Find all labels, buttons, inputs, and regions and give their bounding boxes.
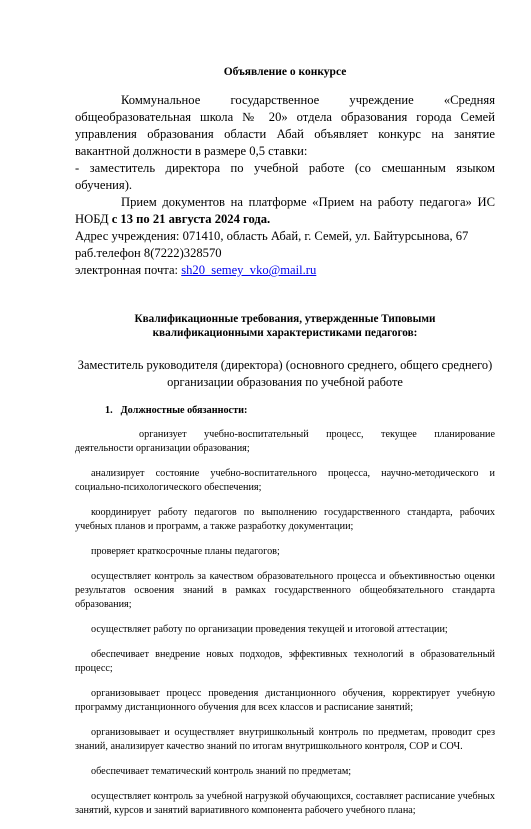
section-title: Должностные обязанности: [120,405,248,416]
duty-item: проверяет краткосрочные планы педагогов; [91,546,280,557]
announcement-title: Объявление о конкурсе [223,66,347,78]
duty-item: обеспечивает тематический контроль знаний по предметам; [91,766,352,777]
duty-item: организует учебно-воспитательный процесс, текущее планирование деятельности организации образования; [75,429,495,454]
work-phone: раб.телефон 8(7222)328570 [75,246,222,260]
document-page [75,66,495,829]
duty-item: осуществляет контроль за качеством образовательного процесса и объективностью оценки результатов освоения знаний в рамках государственного общеобязательного стандарта образования; [75,571,495,610]
email-label: электронная почта: [75,263,182,277]
requirements-title [75,313,495,340]
section-heading [105,405,495,416]
requirements-title-line1: Квалификационные требования, утвержденные Типовыми [134,313,436,325]
requirements-title-line2: квалификационными характеристиками педагогов: [152,326,418,339]
email-link[interactable]: sh20_semey_vko@mail.ru [181,263,317,277]
documents-deadline [75,194,495,228]
section-number: 1. [105,405,113,416]
institution-address: Адрес учреждения: 071410, область Абай, г. Семей, ул. Байтурсынова, 67 [75,229,469,243]
duty-item: организовывает процесс проведения дистанционного обучения, корректирует учебную программу дистанционного обучения для всех классов и расписание занятий; [75,688,495,713]
email-line [75,262,495,279]
duty-item: координирует работу педагогов по выполнению государственного стандарта, рабочих учебных планов и программ, а также разработку документации; [75,507,495,532]
duty-item: обеспечивает внедрение новых подходов, эффективных технологий в образовательный процесс; [75,649,495,674]
vacancy-position: - заместитель директора по учебной работе (со смешанным языком обучения). [75,161,495,192]
documents-platform-text: Прием документов на платформе «Прием на работу педагога» ИС НОБД [75,195,495,226]
documents-dates: с 13 по 21 августа 2024 года. [111,212,271,226]
duty-item: осуществляет работу по организации проведения текущей и итоговой аттестации; [91,624,448,635]
duty-item: осуществляет контроль за учебной нагрузкой обучающихся, составляет расписание учебных занятий, курсов и занятий вариативного компонента рабочего учебного плана; [75,791,495,816]
announcement-intro: Коммунальное государственное учреждение «Средняя общеобразовательная школа № 20» отдела образования города Семей управления образования области Абай объявляет конкурс на занятие вакантной должности в размере 0,5 ставки: [75,93,495,158]
duty-item: анализирует состояние учебно-воспитательного процесса, научно-методического и социально-психологического обеспечения; [75,468,495,493]
position-subtitle: Заместитель руководителя (директора) (основного среднего, общего среднего) организации образования по учебной работе [77,358,493,389]
duty-item: организовывает и осуществляет внутришкольный контроль по предметам, проводит срез знаний, анализирует качество знаний по итогам внутришкольного контроля, СОР и СОЧ. [75,727,495,752]
